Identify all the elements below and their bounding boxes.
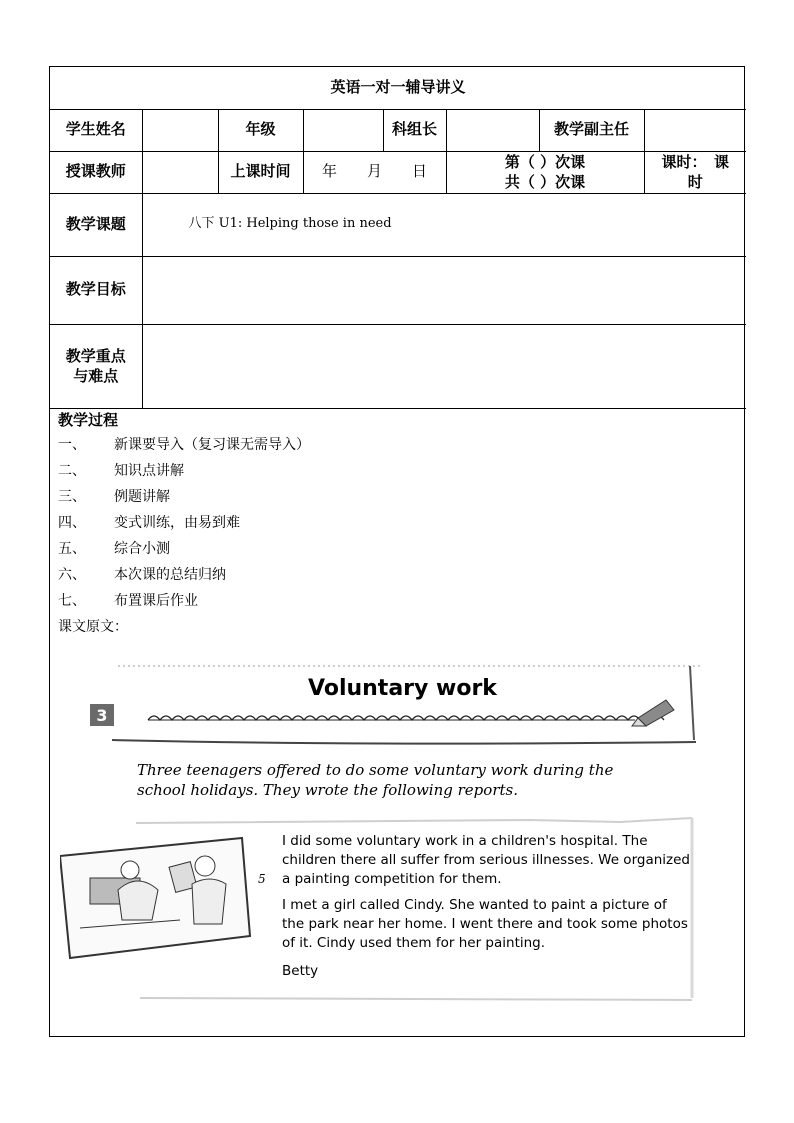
decorative-scallop-line bbox=[148, 716, 664, 720]
step-text: 例题讲解 bbox=[114, 489, 170, 505]
process-step bbox=[58, 536, 738, 562]
objective-field[interactable] bbox=[142, 256, 746, 324]
group-leader-label: 科组长 bbox=[383, 109, 446, 151]
textbook-paragraph-1: I did some voluntary work in a children's hospital. The children there all suffer from serious illnesses. We organized a painting competition for them. bbox=[282, 833, 690, 887]
step-text: 变式训练，由易到难 bbox=[114, 515, 240, 531]
original-text-label: 课文原文： bbox=[58, 619, 128, 635]
step-text: 新课要导入（复习课无需导入） bbox=[114, 437, 310, 453]
textbook-heading: Voluntary work bbox=[308, 676, 497, 701]
step-text: 布置课后作业 bbox=[114, 593, 198, 609]
step-number: 七、 bbox=[58, 593, 86, 609]
process-heading: 教学过程 bbox=[58, 411, 119, 429]
lesson-total-line: 共（ ）次课 bbox=[504, 173, 586, 191]
deputy-director-field[interactable] bbox=[644, 109, 746, 151]
grade-field[interactable] bbox=[303, 109, 383, 151]
class-hours-line1: 课时： 课 bbox=[661, 153, 730, 171]
student-name-label: 学生姓名 bbox=[50, 109, 142, 151]
step-number: 二、 bbox=[58, 463, 86, 479]
step-number: 五、 bbox=[58, 541, 86, 557]
section-number: 3 bbox=[96, 706, 108, 725]
lesson-count-field[interactable] bbox=[446, 151, 644, 193]
step-number: 三、 bbox=[58, 489, 86, 505]
grade-label: 年级 bbox=[218, 109, 303, 151]
deputy-director-label: 教学副主任 bbox=[539, 109, 644, 151]
key-points-field[interactable] bbox=[142, 324, 746, 408]
class-date-field[interactable]: 年 月 日 bbox=[303, 151, 446, 193]
step-number: 四、 bbox=[58, 515, 86, 531]
topic-value[interactable]: 八下 U1: Helping those in need bbox=[142, 193, 746, 256]
line-number: 5 bbox=[258, 872, 266, 886]
textbook-paragraph-2: I met a girl called Cindy. She wanted to paint a picture of the park near her home. I went there and took some photos of it. Cindy used them for her painting. bbox=[282, 897, 688, 951]
process-step bbox=[58, 458, 738, 484]
student-name-field[interactable] bbox=[142, 109, 218, 151]
teacher-label: 授课教师 bbox=[50, 151, 142, 193]
step-number: 一、 bbox=[58, 437, 86, 453]
class-time-label: 上课时间 bbox=[218, 151, 303, 193]
key-points-label bbox=[50, 324, 142, 408]
process-step bbox=[58, 510, 738, 536]
process-step bbox=[58, 562, 738, 588]
textbook-signature: Betty bbox=[282, 963, 319, 979]
textbook-scan bbox=[60, 658, 700, 1003]
process-step bbox=[58, 484, 738, 510]
document-title: 英语一对一辅导讲义 bbox=[50, 67, 746, 109]
children-painting-illustration bbox=[60, 838, 250, 958]
step-text: 综合小测 bbox=[114, 541, 170, 557]
step-text: 本次课的总结归纳 bbox=[114, 567, 226, 583]
key-points-label-line2: 与难点 bbox=[73, 367, 119, 385]
process-step bbox=[58, 588, 738, 614]
lesson-info-table bbox=[50, 67, 746, 409]
teacher-field[interactable] bbox=[142, 151, 218, 193]
process-step bbox=[58, 432, 738, 458]
objective-label: 教学目标 bbox=[50, 256, 142, 324]
topic-label: 教学课题 bbox=[50, 193, 142, 256]
pencil-icon bbox=[632, 700, 674, 726]
step-number: 六、 bbox=[58, 567, 86, 583]
step-text: 知识点讲解 bbox=[114, 463, 184, 479]
class-hours-field[interactable] bbox=[644, 151, 746, 193]
textbook-intro: Three teenagers offered to do some voluntary work during the school holidays. They wrote the following reports. bbox=[137, 761, 614, 799]
lesson-number-line: 第（ ）次课 bbox=[504, 153, 586, 171]
group-leader-field[interactable] bbox=[446, 109, 539, 151]
key-points-label-line1: 教学重点 bbox=[65, 347, 126, 365]
teaching-process bbox=[58, 408, 738, 640]
class-hours-line2: 时 bbox=[687, 173, 703, 191]
